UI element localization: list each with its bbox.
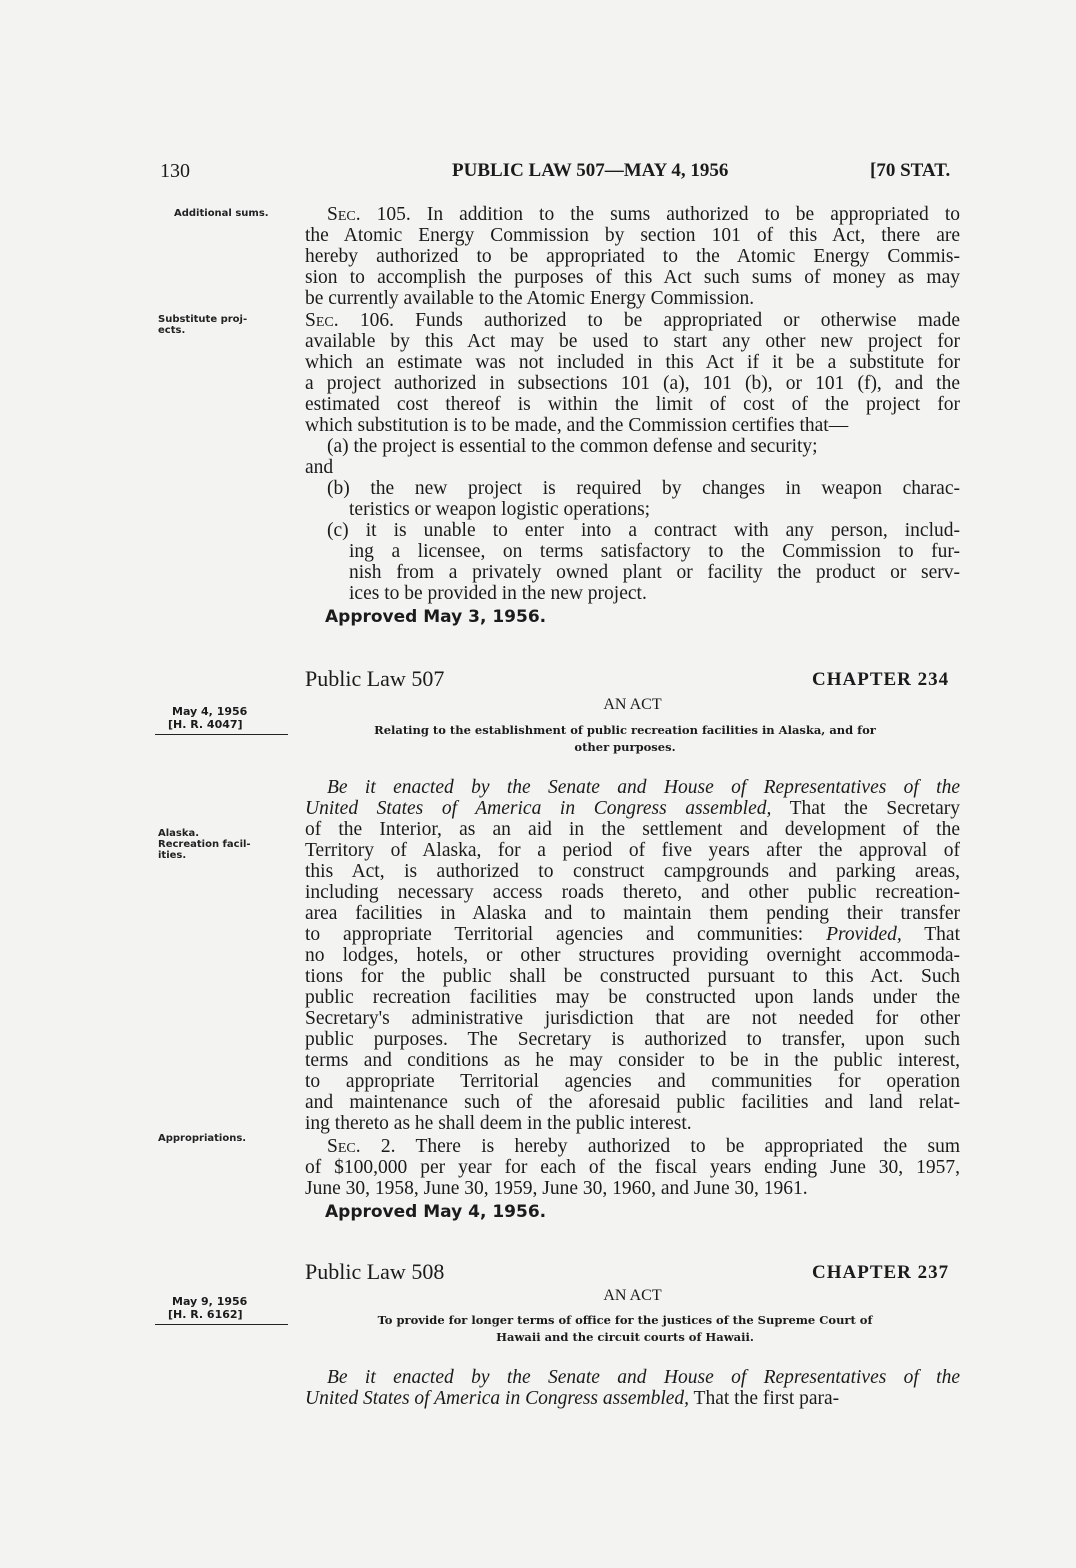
margin-note-line: ities.	[158, 850, 187, 861]
bill-number: [H. R. 6162]	[168, 1308, 243, 1321]
text-line: terms and conditions as he may consider to be in the public interest,	[305, 1050, 960, 1071]
margin-note-substitute-projects	[158, 314, 247, 336]
text-segment: That the first para-	[689, 1388, 840, 1409]
text-line: (b) the new project is required by changes in weapon charac-	[327, 478, 960, 499]
text-line: June 30, 1958, June 30, 1959, June 30, 1960, and June 30, 1961.	[305, 1178, 808, 1199]
italic-text: Provided,	[826, 924, 902, 945]
title-line: Relating to the establishment of public recreation facilities in Alaska, and for	[374, 723, 876, 737]
text-segment: That the Secretary	[771, 798, 961, 819]
text-segment: to appropriate Territorial agencies and communities:	[305, 924, 827, 945]
italic-text: Be it enacted by the Senate and House of Representatives of the	[327, 1367, 960, 1388]
text-line	[305, 1136, 960, 1157]
approved-date: Approved May 3, 1956.	[325, 607, 547, 627]
text-line: of $100,000 per year for each of the fiscal years ending June 30, 1957,	[305, 1157, 960, 1178]
text-line: and	[305, 457, 334, 478]
text-line: no lodges, hotels, or other structures providing overnight accommoda-	[305, 945, 960, 966]
text-line: tions for the public shall be constructed pursuant to this Act. Such	[305, 966, 960, 987]
an-act-heading: AN ACT	[603, 1287, 662, 1304]
text-line: to appropriate Territorial agencies and communities for operation	[305, 1071, 960, 1092]
section-2	[305, 1136, 960, 1199]
chapter-234: CHAPTER 234	[812, 669, 950, 690]
act-title	[290, 1312, 960, 1346]
text-segment: That	[901, 924, 960, 945]
margin-note-line: Substitute proj-	[158, 314, 248, 325]
text-segment: 105. In addition to the sums authorized to be appropriated to	[360, 204, 960, 225]
text-line: public recreation facilities may be constructed upon lands under the	[305, 987, 960, 1008]
enactment-date: May 4, 1956	[172, 705, 248, 718]
text-line: (a) the project is essential to the common defense and security;	[327, 436, 818, 457]
text-line: and maintenance such of the aforesaid public facilities and land relat-	[305, 1092, 960, 1113]
italic-text: Be it enacted by the Senate and House of Representatives of the	[327, 777, 960, 798]
act-title	[290, 722, 960, 756]
italic-text: United States of America in Congress assembled,	[305, 798, 772, 819]
title-line: other purposes.	[574, 740, 676, 754]
text-line	[305, 1388, 960, 1409]
margin-note-additional-sums: Additional sums.	[174, 208, 269, 219]
text-line: which an estimate was not included in this Act if it be a substitute for	[305, 352, 960, 373]
section-106	[305, 310, 960, 604]
text-line: the Atomic Energy Commission by section 101 of this Act, there are	[305, 225, 960, 246]
text-line: Territory of Alaska, for a period of five years after the approval of	[305, 840, 960, 861]
text-line	[305, 924, 960, 945]
text-line: sion to accomplish the purposes of this Act such sums of money as may	[305, 267, 960, 288]
text-line: this Act, is authorized to construct campgrounds and parking areas,	[305, 861, 960, 882]
text-line	[305, 777, 960, 798]
text-line: a project authorized in subsections 101 (a), 101 (b), or 101 (f), and the	[305, 373, 960, 394]
section-label: Sec.	[327, 1136, 361, 1157]
text-line: nish from a privately owned plant or facility the product or serv-	[349, 562, 960, 583]
margin-note-line: ects.	[158, 325, 186, 336]
public-law-507-heading: Public Law 507	[305, 666, 445, 691]
text-segment: 106. Funds authorized to be appropriated or otherwise made	[338, 310, 960, 331]
italic-text: United States of America in Congress assembled,	[305, 1388, 690, 1409]
section-label: Sec.	[327, 204, 361, 225]
public-law-508-heading: Public Law 508	[305, 1259, 445, 1284]
text-line: hereby authorized to be appropriated to the Atomic Energy Commis-	[305, 246, 960, 267]
text-line: teristics or weapon logistic operations;	[349, 499, 651, 520]
approved-date: Approved May 4, 1956.	[325, 1202, 547, 1222]
text-line: public purposes. The Secretary is authorized to transfer, upon such	[305, 1029, 960, 1050]
text-line: ices to be provided in the new project.	[349, 583, 647, 604]
text-line: ing thereto as he shall deem in the public interest.	[305, 1113, 692, 1134]
text-line: available by this Act may be used to start any other new project for	[305, 331, 960, 352]
divider	[155, 734, 288, 735]
text-line: (c) it is unable to enter into a contract with any person, includ-	[327, 520, 960, 541]
text-line: of the Interior, as an aid in the settlement and development of the	[305, 819, 960, 840]
title-line: Hawaii and the circuit courts of Hawaii.	[496, 1330, 754, 1344]
text-line: estimated cost thereof is within the limit of cost of the project for	[305, 394, 960, 415]
text-line: ing a licensee, on terms satisfactory to the Commission to fur-	[349, 541, 960, 562]
text-line	[305, 1367, 960, 1388]
bill-number: [H. R. 4047]	[168, 718, 243, 731]
title-line: To provide for longer terms of office for the justices of the Supreme Court of	[377, 1313, 873, 1327]
running-title: PUBLIC LAW 507—MAY 4, 1956	[452, 160, 729, 181]
text-line	[305, 310, 960, 331]
section-105	[305, 204, 960, 309]
margin-note-alaska	[158, 828, 251, 861]
text-line: including necessary access roads thereto, and other public recreation-	[305, 882, 960, 903]
text-line: be currently available to the Atomic Energy Commission.	[305, 288, 755, 309]
enactment-date: May 9, 1956	[172, 1295, 248, 1308]
text-line: which substitution is to be made, and the Commission certifies that—	[305, 415, 849, 436]
margin-note-line: Recreation facil-	[158, 839, 251, 850]
text-line	[305, 798, 960, 819]
an-act-heading: AN ACT	[603, 696, 662, 713]
section-label: Sec.	[305, 310, 339, 331]
text-line: Secretary's administrative jurisdiction that are not needed for other	[305, 1008, 960, 1029]
volume-reference: [70 STAT.	[870, 160, 951, 181]
margin-note-line: Alaska.	[158, 828, 200, 839]
enacting-clause-pl507	[305, 777, 960, 1134]
text-segment: 2. There is hereby authorized to be appropriated the sum	[360, 1136, 960, 1157]
page-number: 130	[160, 160, 190, 182]
enacting-clause-pl508	[305, 1367, 960, 1409]
divider	[155, 1324, 288, 1325]
chapter-237: CHAPTER 237	[812, 1262, 950, 1283]
text-line	[305, 204, 960, 225]
margin-note-appropriations: Appropriations.	[158, 1133, 247, 1144]
text-line: area facilities in Alaska and to maintain them pending their transfer	[305, 903, 960, 924]
